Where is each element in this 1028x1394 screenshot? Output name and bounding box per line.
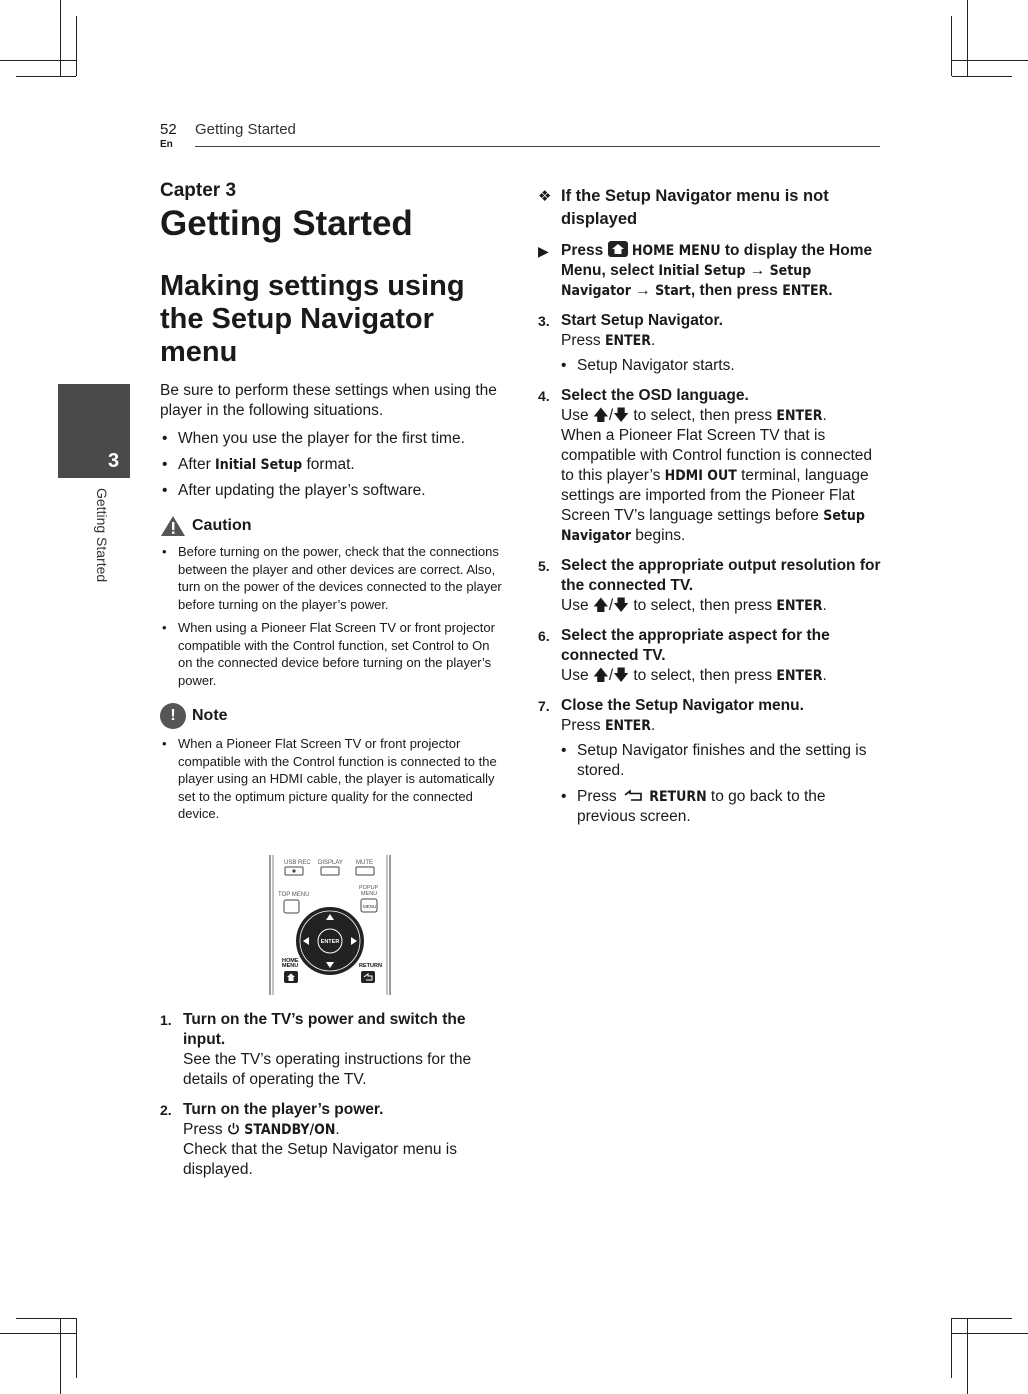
- step-item: [160, 1100, 505, 1180]
- down-arrow-icon: 🡇: [613, 667, 630, 684]
- step-number: 2.: [160, 1102, 172, 1118]
- step-body: Check that the Setup Navigator menu is displayed.: [183, 1141, 457, 1178]
- crop-mark: [951, 1318, 952, 1378]
- step-title: Turn on the TV’s power and switch the input.: [183, 1011, 466, 1048]
- home-icon: [608, 241, 628, 257]
- up-arrow-icon: 🡅: [592, 667, 609, 684]
- top-menu-label: TOP MENU: [278, 892, 310, 898]
- step-number: 4.: [538, 388, 550, 404]
- step-body: Press ENTER.: [561, 717, 656, 734]
- usb-rec-label: USB REC: [284, 860, 311, 866]
- key-label: ENTER: [782, 283, 829, 299]
- running-header: Getting Started: [195, 121, 296, 138]
- arrow-right-icon: →: [749, 262, 766, 279]
- caution-title: Caution: [192, 517, 252, 534]
- key-label: ENTER: [604, 333, 651, 349]
- page-language: En: [160, 139, 173, 150]
- display-button: [321, 867, 339, 875]
- crop-mark: [16, 1318, 76, 1319]
- step-title: Turn on the player’s power.: [183, 1101, 384, 1118]
- key-label: HOME MENU: [631, 243, 721, 259]
- step-number: 7.: [538, 698, 550, 714]
- step-item: [538, 626, 882, 686]
- step-title: Select the appropriate output resolution for the connected TV.: [561, 557, 881, 594]
- section-heading: Making settings using the Setup Navigator menu: [160, 270, 465, 368]
- left-steps: [160, 1010, 505, 1190]
- crop-mark: [952, 1333, 1028, 1334]
- up-arrow-icon: 🡅: [592, 597, 609, 614]
- key-label: Initial Setup: [215, 457, 303, 473]
- page-number: 52: [160, 121, 177, 138]
- popup-label: POPUP: [359, 885, 379, 891]
- key-label: STANDBY/ON: [244, 1122, 336, 1138]
- chapter-title: Getting Started: [160, 204, 413, 243]
- step-body: When a Pioneer Flat Screen TV that is compatible with Control function is connected to this player’s HDMI OUT terminal, language settings are imported from the Pioneer Flat Screen TV’s language settings before Setup Navigator begins.: [561, 427, 873, 544]
- key-label: ENTER: [776, 408, 823, 424]
- crop-mark: [952, 76, 1012, 77]
- key-label: HDMI OUT: [664, 468, 737, 484]
- tip-item: ▶ Press HOME MENU to display the Home Menu, select Initial Setup → Setup Navigator → Start, then press ENTER.: [538, 242, 873, 299]
- key-label: Initial Setup: [658, 263, 746, 279]
- arrow-right-icon: →: [635, 282, 651, 299]
- intro-text: Be sure to perform these settings when using the player in the following situations.: [160, 382, 497, 419]
- step-item: [538, 386, 882, 546]
- display-label: DISPLAY: [318, 860, 343, 866]
- note-title: Note: [192, 707, 228, 724]
- return-button: [361, 971, 375, 983]
- right-column: [538, 185, 882, 837]
- caution-heading: [160, 515, 505, 537]
- key-label: ENTER: [776, 598, 823, 614]
- crop-mark: [76, 1318, 77, 1378]
- step-number: 5.: [538, 558, 550, 574]
- step-body: Use 🡅/🡇 to select, then press ENTER.: [561, 407, 827, 424]
- down-arrow-icon: 🡇: [613, 407, 630, 424]
- crop-mark: [0, 60, 76, 61]
- step-body: Press ENTER.: [561, 332, 656, 349]
- warning-icon: [160, 515, 186, 537]
- step-number: 3.: [538, 313, 550, 329]
- triangle-bullet-icon: ▶: [538, 243, 549, 259]
- mute-label: MUTE: [356, 860, 373, 866]
- left-column: [160, 180, 505, 829]
- step-title: Close the Setup Navigator menu.: [561, 697, 804, 714]
- key-label: ENTER: [604, 718, 651, 734]
- step-item: [538, 556, 882, 616]
- exclamation-icon: !: [160, 703, 186, 729]
- step-body: Use 🡅/🡇 to select, then press ENTER.: [561, 597, 827, 614]
- crop-mark: [952, 60, 1028, 61]
- return-label: RETURN: [359, 963, 382, 969]
- list-item: • After updating the player’s software.: [160, 481, 505, 501]
- list-item: • When you use the player for the first time.: [160, 429, 505, 449]
- step-number: 6.: [538, 628, 550, 644]
- home-label: HOME: [282, 958, 299, 964]
- note-heading: [160, 703, 505, 729]
- key-label: RETURN: [649, 789, 707, 805]
- crop-mark: [76, 16, 77, 76]
- key-label: Setup Navigator: [561, 508, 865, 544]
- down-arrow-icon: 🡇: [613, 597, 630, 614]
- list-item: • Press RETURN to go back to the previous screen.: [559, 787, 882, 827]
- crop-mark: [967, 1318, 968, 1394]
- record-icon: [292, 869, 295, 872]
- crop-mark: [60, 1318, 61, 1394]
- caution-item: • Before turning on the power, check that the connections between the player and other devices are correct. Also, turn on the power of the devices connected to the player before turning on the player’s power.: [160, 543, 505, 613]
- step-title: Start Setup Navigator.: [561, 312, 723, 329]
- crop-mark: [952, 1318, 1012, 1319]
- crop-mark: [16, 76, 76, 77]
- menu-label: MENU: [363, 904, 377, 909]
- key-label: Start: [655, 283, 691, 299]
- remote-control-illustration: [268, 855, 392, 995]
- step-body: Press STANDBY/ON.: [183, 1121, 340, 1138]
- list-item: • Setup Navigator finishes and the setting is stored.: [559, 741, 882, 781]
- mute-button: [356, 867, 374, 875]
- crop-mark: [967, 0, 968, 76]
- list-item: • After Initial Setup format.: [160, 455, 505, 475]
- return-icon: [621, 789, 645, 803]
- step-body: Use 🡅/🡇 to select, then press ENTER.: [561, 667, 827, 684]
- step-number: 1.: [160, 1012, 172, 1028]
- key-label: ENTER: [776, 668, 823, 684]
- step-item: [160, 1010, 505, 1090]
- note-item: • When a Pioneer Flat Screen TV or front projector compatible with the Control function is connected to the player using an HDMI cable, the player is automatically set to the optimum picture quality for the connected device.: [160, 735, 505, 823]
- list-item: • Setup Navigator starts.: [559, 356, 882, 376]
- caution-item: • When using a Pioneer Flat Screen TV or front projector compatible with the Control function, set Control to On on the connected device before turning on the player’s power.: [160, 619, 505, 689]
- step-item: [538, 311, 882, 376]
- enter-label: ENTER: [320, 939, 340, 945]
- crop-mark: [60, 0, 61, 76]
- crop-mark: [0, 1333, 76, 1334]
- up-arrow-icon: 🡅: [592, 407, 609, 424]
- top-menu-button: [284, 900, 299, 913]
- step-body: See the TV’s operating instructions for the details of operating the TV.: [183, 1051, 472, 1088]
- tip-heading: ❖ If the Setup Navigator menu is not displayed: [538, 187, 829, 228]
- crop-mark: [951, 16, 952, 76]
- header-rule: [195, 146, 880, 147]
- step-title: Select the OSD language.: [561, 387, 749, 404]
- home-menu-label: MENU: [282, 963, 299, 969]
- key-label: Setup Navigator: [561, 263, 812, 299]
- chapter-tab: [58, 384, 130, 478]
- chapter-tab-label: Getting Started: [94, 488, 110, 583]
- chapter-label: Capter 3: [160, 180, 237, 201]
- chapter-tab-number: 3: [108, 450, 120, 472]
- step-item: [538, 696, 882, 827]
- popup-menu-label: MENU: [361, 891, 378, 897]
- diamond-icon: ❖: [538, 188, 552, 205]
- step-title: Select the appropriate aspect for the connected TV.: [561, 627, 830, 664]
- power-icon: [227, 1122, 240, 1135]
